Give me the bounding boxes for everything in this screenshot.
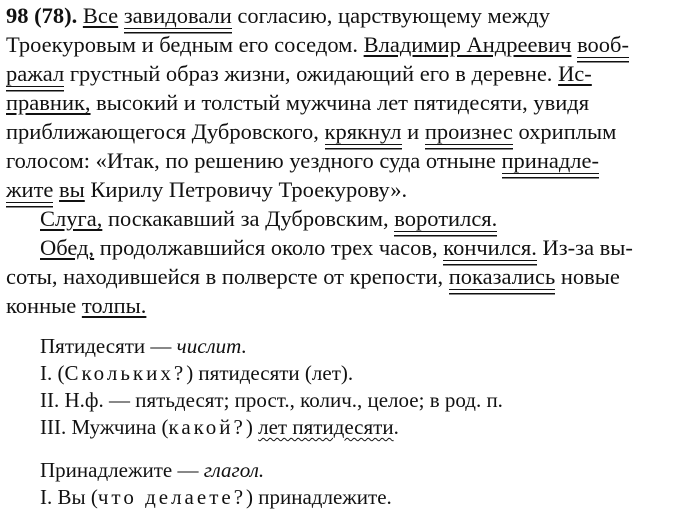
text-span: Троекуровым и бедным его соседом. <box>6 32 359 57</box>
word-subject: толпы. <box>81 293 147 318</box>
word-predicate: кончился. <box>443 235 537 260</box>
text-span: III. Мужчина ( <box>40 415 169 439</box>
text-span: соты, находившейся в полверсте от крепости, <box>6 264 444 289</box>
text-line-7 <box>6 176 407 204</box>
word-predicate: ражал <box>6 61 65 86</box>
part-of-speech: глагол. <box>203 458 265 482</box>
word-subject: Обед, <box>40 235 95 260</box>
word-predicate: завидовали <box>123 3 232 28</box>
word-predicate: произнес <box>424 119 513 144</box>
text-span: высокий и толстый мужчина лет пятидесяти, увидя <box>96 90 590 115</box>
text-span: Принадлежите — <box>40 458 204 482</box>
text-span: поскакавший за Дубровским, <box>107 206 389 231</box>
question-text: Скольких? <box>64 361 187 385</box>
text-span: Кирилу Петровичу Троекурову». <box>90 177 408 202</box>
word-predicate: принадле- <box>501 148 600 173</box>
text-span: голосом: «Итак, по решению уездного суда отныне <box>6 148 496 173</box>
text-line-6 <box>6 147 599 175</box>
text-span: I. ( <box>40 361 65 385</box>
text-line-4 <box>6 89 589 117</box>
text-span: согласию, царствующему между <box>237 3 550 28</box>
analysis-numeral-title <box>40 332 247 360</box>
text-line-2 <box>6 31 629 59</box>
text-span: . <box>393 415 399 439</box>
part-of-speech: числит. <box>176 334 247 358</box>
text-line-8 <box>40 205 497 233</box>
text-line-5 <box>6 118 616 146</box>
text-span: Пятидесяти — <box>40 334 177 358</box>
text-line-9 <box>40 234 633 262</box>
text-line-10 <box>6 263 620 291</box>
text-span: продолжавшийся около трех часов, <box>99 235 438 260</box>
text-span: приближающегося Дубровского, <box>6 119 319 144</box>
analysis-numeral-i <box>40 359 353 387</box>
text-span: Из-за вы- <box>542 235 633 260</box>
word-subject: Все <box>82 3 119 28</box>
word-subject: Слуга, <box>40 206 103 231</box>
word-predicate: жите <box>6 177 54 202</box>
word-subject: вы <box>59 177 85 202</box>
text-line-3 <box>6 60 592 88</box>
text-span: I. Вы ( <box>40 485 98 509</box>
analysis-numeral-iii <box>40 413 399 441</box>
text-line-11 <box>6 292 146 320</box>
word-subject: Владимир Андреевич <box>363 32 572 57</box>
text-span: новые <box>560 264 620 289</box>
text-span: и <box>407 119 420 144</box>
question-text: какой? <box>168 415 246 439</box>
text-span: конные <box>6 293 77 318</box>
word-predicate: вооб- <box>577 32 629 57</box>
analysis-verb-i <box>40 483 392 511</box>
text-span: ) <box>245 415 253 439</box>
question-text: что делаете? <box>97 485 247 509</box>
word-subject: правник, <box>6 90 91 115</box>
text-line-1 <box>6 2 550 30</box>
analysis-verb-title <box>40 456 264 484</box>
word-predicate: показались <box>448 264 556 289</box>
text-span: ) пятидесяти (лет). <box>186 361 354 385</box>
attribute-phrase: лет пятидесяти <box>258 415 394 439</box>
text-span: грустный образ жизни, ожидающий его в деревне. <box>69 61 553 86</box>
word-predicate: крякнул <box>324 119 402 144</box>
text-span: ) принадлежите. <box>246 485 392 509</box>
exercise-number: 98 (78). <box>6 3 78 28</box>
word-subject: Ис- <box>558 61 592 86</box>
text-span: охриплым <box>518 119 617 144</box>
word-predicate: воротился. <box>394 206 498 231</box>
analysis-numeral-ii: II. Н.ф. — пятьдесят; прост., колич., целое; в род. п. <box>40 388 503 412</box>
